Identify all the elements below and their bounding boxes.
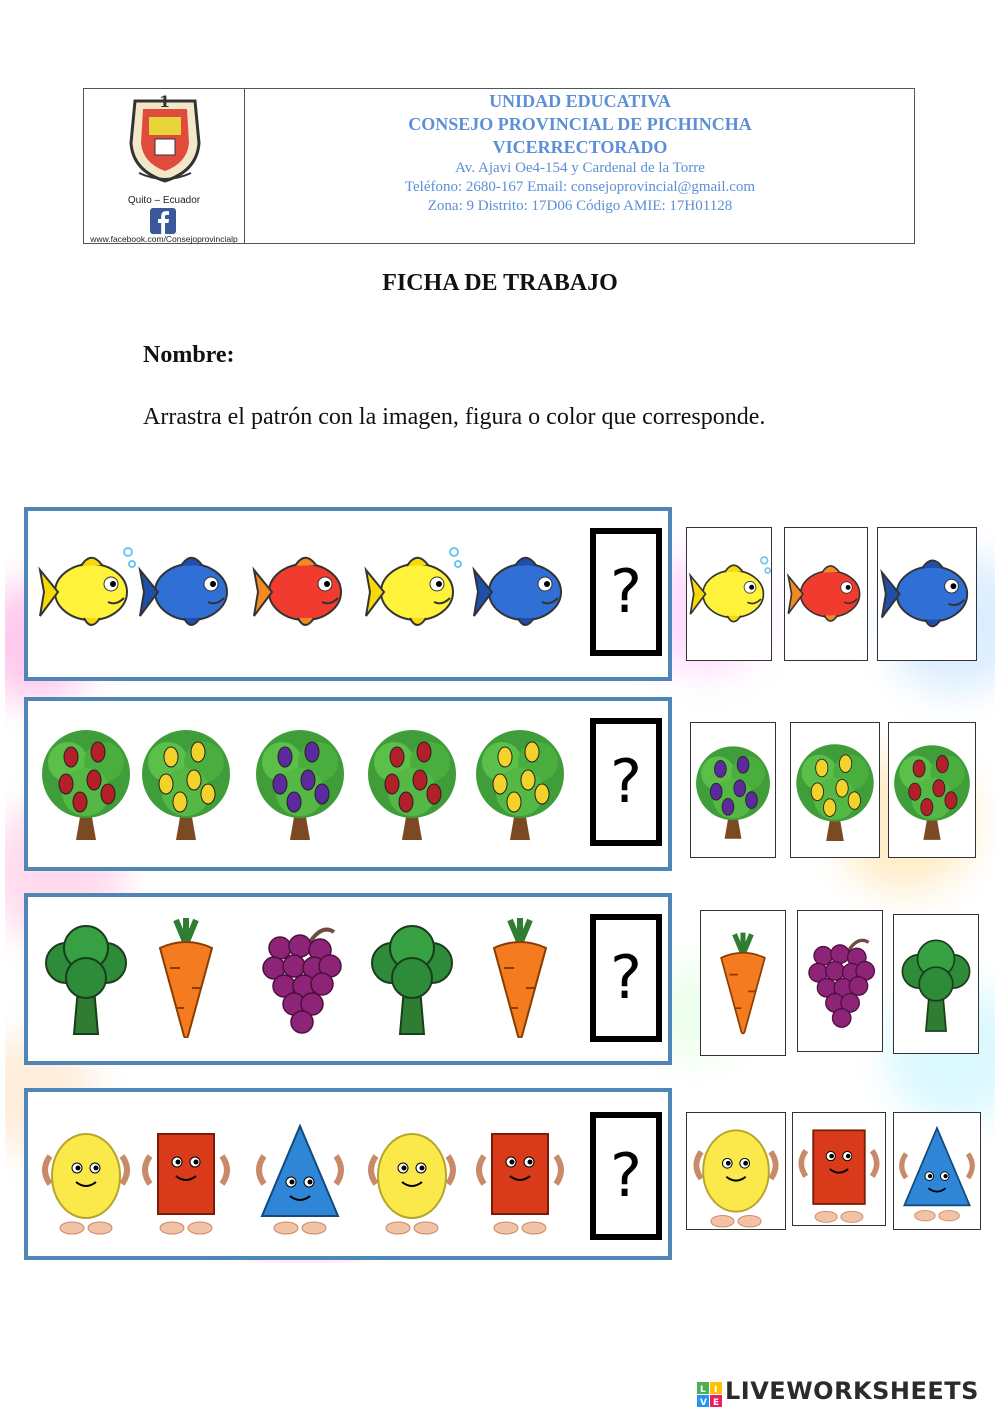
circle-yellow-icon: [362, 1116, 462, 1236]
draggable-option[interactable]: [792, 1112, 886, 1226]
fish-yellow-icon: [687, 528, 771, 660]
school-crest-icon: [119, 93, 211, 185]
carrot-icon: [136, 918, 236, 1038]
draggable-option[interactable]: [700, 910, 786, 1056]
tree-yellow-icon: [791, 723, 879, 857]
header-address: Av. Ajavi Oe4-154 y Cardenal de la Torre: [455, 160, 705, 176]
broccoli-icon: [362, 918, 462, 1038]
square-red-icon: [136, 1116, 236, 1236]
name-label: Nombre:: [143, 342, 235, 368]
draggable-option[interactable]: [686, 1112, 786, 1230]
tree-red-icon: [889, 723, 975, 857]
fish-blue-icon: [878, 528, 976, 660]
circle-yellow-icon: [687, 1113, 785, 1229]
fish-yellow-icon: [362, 532, 462, 652]
badge-letter-v: V: [700, 1398, 707, 1408]
liveworksheets-badge-icon: [697, 1382, 723, 1408]
badge-letter-i: I: [714, 1385, 718, 1395]
grapes-icon: [798, 911, 882, 1051]
fish-red-icon: [785, 528, 867, 660]
carrot-icon: [470, 918, 570, 1038]
instruction-text: Arrastra el patrón con la imagen, figura o color que corresponde.: [143, 404, 766, 430]
broccoli-icon: [36, 918, 136, 1038]
badge-letter-e: E: [713, 1398, 720, 1408]
draggable-option[interactable]: [690, 722, 776, 858]
fish-red-icon: [250, 532, 350, 652]
draggable-option[interactable]: [893, 1112, 981, 1230]
triangle-blue-icon: [894, 1113, 980, 1229]
header-codes: Zona: 9 Distrito: 17D06 Código AMIE: 17H01128: [427, 198, 733, 214]
draggable-option[interactable]: [784, 527, 868, 661]
answer-drop-target[interactable]: ?: [590, 914, 662, 1042]
tree-yellow-icon: [136, 722, 236, 842]
draggable-option[interactable]: [893, 914, 979, 1054]
crest-number: 1: [159, 93, 171, 111]
logo-facebook-url: www.facebook.com/Consejoprovincialp: [90, 234, 238, 244]
draggable-option[interactable]: [790, 722, 880, 858]
facebook-icon: [150, 208, 176, 234]
liveworksheets-brand: LIVEWORKSHEETS: [725, 1377, 979, 1405]
square-red-icon: [793, 1113, 885, 1225]
draggable-option[interactable]: [686, 527, 772, 661]
header-line-3: VICERRECTORADO: [492, 137, 668, 157]
fish-blue-icon: [136, 532, 236, 652]
grapes-icon: [250, 918, 350, 1038]
carrot-icon: [701, 911, 785, 1055]
triangle-blue-icon: [250, 1116, 350, 1236]
liveworksheets-logo: [697, 1377, 997, 1409]
answer-drop-target[interactable]: ?: [590, 1112, 662, 1240]
header-contact: Teléfono: 2680-167 Email: consejoprovincial@gmail.com: [404, 179, 756, 195]
draggable-option[interactable]: [797, 910, 883, 1052]
institution-header: [83, 88, 915, 244]
square-red-icon: [470, 1116, 570, 1236]
broccoli-icon: [894, 915, 978, 1053]
answer-drop-target[interactable]: ?: [590, 718, 662, 846]
logo-city: Quito – Ecuador: [127, 195, 201, 206]
fish-blue-icon: [470, 532, 570, 652]
logo-cell: [84, 89, 245, 243]
tree-yellow-icon: [470, 722, 570, 842]
worksheet-title: FICHA DE TRABAJO: [382, 270, 618, 296]
header-line-1: UNIDAD EDUCATIVA: [489, 91, 671, 111]
draggable-option[interactable]: [888, 722, 976, 858]
answer-drop-target[interactable]: ?: [590, 528, 662, 656]
tree-purple-icon: [250, 722, 350, 842]
tree-red-icon: [36, 722, 136, 842]
circle-yellow-icon: [36, 1116, 136, 1236]
draggable-option[interactable]: [877, 527, 977, 661]
badge-letter-l: L: [700, 1385, 706, 1395]
header-line-2: CONSEJO PROVINCIAL DE PICHINCHA: [408, 114, 752, 134]
fish-yellow-icon: [36, 532, 136, 652]
tree-red-icon: [362, 722, 462, 842]
tree-purple-icon: [691, 723, 775, 857]
